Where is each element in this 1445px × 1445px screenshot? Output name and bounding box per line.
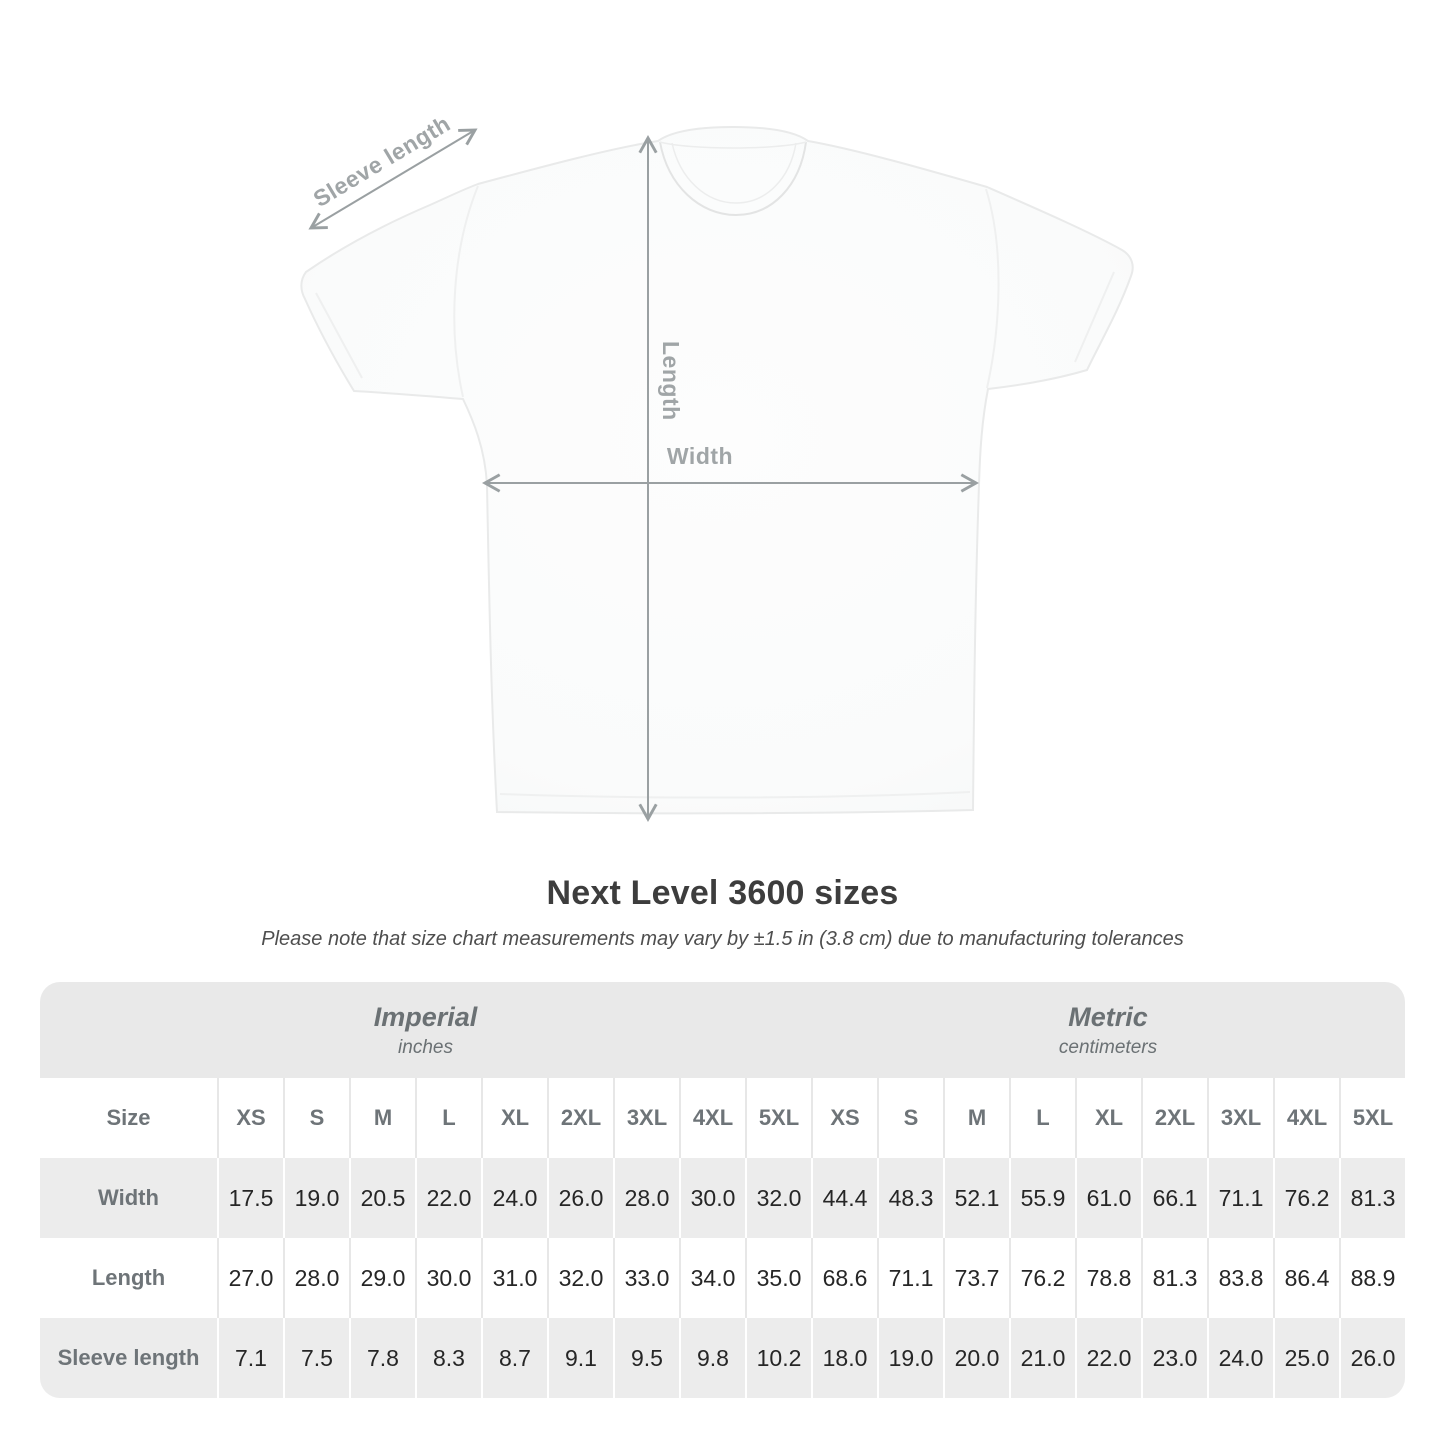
table-row-sleeve-length [40,1318,1405,1398]
metric-header [811,982,1405,1078]
metric-label: Metric [1068,1001,1148,1032]
size-column-header-metric-m: M [943,1078,1009,1158]
size-column-header-metric-s: S [877,1078,943,1158]
size-column-header-imperial-2xl: 2XL [547,1078,613,1158]
row-label: Width [98,1185,159,1210]
size-column-header-imperial-xs: XS [217,1078,283,1158]
size-column-header-metric-5xl: 5XL [1339,1078,1405,1158]
width-metric-3xl: 71.1 [1207,1158,1273,1238]
sleeve-length-metric-m: 20.0 [943,1318,1009,1398]
table-row-width [40,1158,1405,1238]
size-column-header-imperial-5xl: 5XL [745,1078,811,1158]
sleeve-length-imperial-m: 7.8 [349,1318,415,1398]
sleeve-length-label: Sleeve length [308,110,455,213]
length-metric-3xl: 83.8 [1207,1238,1273,1318]
page-title: Next Level 3600 sizes [546,874,899,912]
size-column-header-imperial-l: L [415,1078,481,1158]
sleeve-length-imperial-xl: 8.7 [481,1318,547,1398]
length-metric-xs: 68.6 [811,1238,877,1318]
imperial-header [40,982,811,1078]
width-metric-s: 48.3 [877,1158,943,1238]
length-imperial-l: 30.0 [415,1238,481,1318]
width-metric-l: 55.9 [1009,1158,1075,1238]
sleeve-length-metric-l: 21.0 [1009,1318,1075,1398]
length-metric-s: 71.1 [877,1238,943,1318]
length-metric-4xl: 86.4 [1273,1238,1339,1318]
imperial-unit: inches [398,1036,453,1058]
row-label: Sleeve length [57,1345,200,1370]
size-measurements-table [40,1078,1405,1398]
width-imperial-3xl: 28.0 [613,1158,679,1238]
size-header-row [40,1078,1405,1158]
size-column-header-imperial-m: M [349,1078,415,1158]
width-metric-4xl: 76.2 [1273,1158,1339,1238]
width-metric-xl: 61.0 [1075,1158,1141,1238]
size-table [40,982,1405,1398]
sleeve-length-metric-s: 19.0 [877,1318,943,1398]
width-imperial-4xl: 30.0 [679,1158,745,1238]
size-column-header-metric-3xl: 3XL [1207,1078,1273,1158]
sleeve-length-imperial-xs: 7.1 [217,1318,283,1398]
metric-unit: centimeters [1058,1036,1158,1058]
length-imperial-2xl: 32.0 [547,1238,613,1318]
length-metric-xl: 78.8 [1075,1238,1141,1318]
width-metric-2xl: 66.1 [1141,1158,1207,1238]
width-metric-xs: 44.4 [811,1158,877,1238]
length-metric-2xl: 81.3 [1141,1238,1207,1318]
length-imperial-xs: 27.0 [217,1238,283,1318]
size-column-header-imperial-s: S [283,1078,349,1158]
sleeve-length-metric-2xl: 23.0 [1141,1318,1207,1398]
size-column-header-metric-4xl: 4XL [1273,1078,1339,1158]
width-imperial-m: 20.5 [349,1158,415,1238]
size-column-header-metric-2xl: 2XL [1141,1078,1207,1158]
sleeve-length-metric-xl: 22.0 [1075,1318,1141,1398]
length-label: Length [658,341,684,421]
length-imperial-xl: 31.0 [481,1238,547,1318]
size-column-header-metric-xl: XL [1075,1078,1141,1158]
length-metric-l: 76.2 [1009,1238,1075,1318]
sleeve-length-imperial-2xl: 9.1 [547,1318,613,1398]
width-imperial-5xl: 32.0 [745,1158,811,1238]
sleeve-length-imperial-5xl: 10.2 [745,1318,811,1398]
row-label: Length [91,1265,166,1290]
unit-header-band [40,982,1405,1078]
table-row-length [40,1238,1405,1318]
size-column-header-imperial-3xl: 3XL [613,1078,679,1158]
sleeve-length-imperial-3xl: 9.5 [613,1318,679,1398]
size-column-header-metric-l: L [1009,1078,1075,1158]
width-imperial-2xl: 26.0 [547,1158,613,1238]
length-imperial-m: 29.0 [349,1238,415,1318]
sleeve-length-imperial-l: 8.3 [415,1318,481,1398]
width-metric-5xl: 81.3 [1339,1158,1405,1238]
sleeve-length-metric-3xl: 24.0 [1207,1318,1273,1398]
size-header-cell: Size [106,1105,151,1130]
length-metric-m: 73.7 [943,1238,1009,1318]
sleeve-length-imperial-s: 7.5 [283,1318,349,1398]
size-column-header-metric-xs: XS [811,1078,877,1158]
sleeve-length-metric-xs: 18.0 [811,1318,877,1398]
width-imperial-l: 22.0 [415,1158,481,1238]
size-column-header-imperial-xl: XL [481,1078,547,1158]
width-imperial-xl: 24.0 [481,1158,547,1238]
tshirt-body [301,127,1132,813]
length-metric-5xl: 88.9 [1339,1238,1405,1318]
width-imperial-xs: 17.5 [217,1158,283,1238]
sleeve-length-metric-4xl: 25.0 [1273,1318,1339,1398]
width-imperial-s: 19.0 [283,1158,349,1238]
imperial-label: Imperial [373,1001,478,1032]
tolerance-note: Please note that size chart measurements may vary by ±1.5 in (3.8 cm) due to manufacturing tolerances [261,928,1184,950]
sleeve-length-metric-5xl: 26.0 [1339,1318,1405,1398]
sleeve-length-imperial-4xl: 9.8 [679,1318,745,1398]
width-metric-m: 52.1 [943,1158,1009,1238]
size-column-header-imperial-4xl: 4XL [679,1078,745,1158]
length-imperial-4xl: 34.0 [679,1238,745,1318]
length-imperial-s: 28.0 [283,1238,349,1318]
length-imperial-3xl: 33.0 [613,1238,679,1318]
width-label: Width [666,443,734,469]
length-imperial-5xl: 35.0 [745,1238,811,1318]
